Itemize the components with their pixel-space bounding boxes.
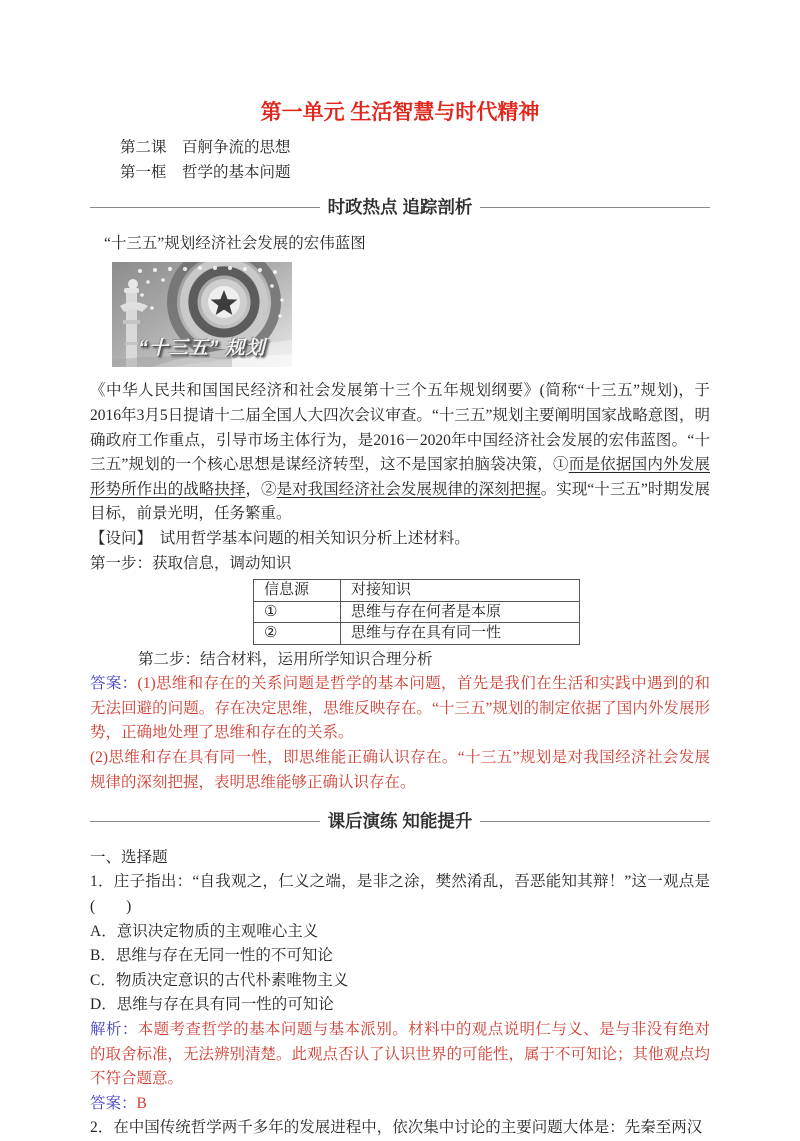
section-header-text: 时政热点 追踪剖析 xyxy=(327,197,473,218)
answer-block-2: (2)思维和存在具有同一性，即思维能正确认识存在。“十三五”规划是对我国经济社会发展规律的深刻把握，表明思维能够正确认识存在。 xyxy=(90,749,710,791)
section-header-exercise xyxy=(90,809,710,834)
frame-subtitle: 第一框 哲学的基本问题 xyxy=(120,163,291,181)
paragraph-text: 《中华人民共和国国民经济和社会发展第十三个五年规划纲要》(简称“十三五”规划)，于2016年3月5日提请十二届全国人大四次会议审查。“十三五”规划主要阐明国家战略意图，明确政府工作重点，引导市场主体行为，是2016－2020年中国经济社会发展的宏伟蓝图。“十三五”规划的一个核心思想是谋经济转型，这不是国家拍脑袋决策，① xyxy=(90,382,710,474)
topic-title: “十三五”规划经济社会发展的宏伟蓝图 xyxy=(104,234,366,252)
table-cell: 思维与存在何者是本原 xyxy=(341,601,580,623)
option-c: C．物质决定意识的古代朴素唯物主义 xyxy=(90,971,349,989)
jiexi-block xyxy=(90,1018,710,1092)
shewen-label: 【设问】 xyxy=(90,529,145,547)
answer-line-q1 xyxy=(90,1092,710,1117)
news-photo xyxy=(112,262,292,367)
option-a: A．意识决定物质的主观唯心主义 xyxy=(90,922,319,940)
shewen-line xyxy=(90,527,710,552)
step2-line: 第二步：结合材料，运用所学知识合理分析 xyxy=(138,650,433,668)
header-rule-right xyxy=(480,821,710,822)
shewen-text: 试用哲学基本问题的相关知识分析上述材料。 xyxy=(159,529,470,547)
hot-topic-paragraph xyxy=(90,379,710,527)
table-header-source: 信息源 xyxy=(254,580,341,602)
image-caption: “十三五” 规划 xyxy=(138,337,266,359)
option-d: D．思维与存在具有同一性的可知论 xyxy=(90,996,334,1014)
table-row xyxy=(254,623,580,645)
answer-text: (1)思维和存在的关系问题是哲学的基本问题，首先是我们在生活和实践中遇到的和无法回避的问题。存在决定思维，思维反映存在。“十三五”规划的制定依据了国内外发展形势，正确地处理了思维和存在的关系。 xyxy=(90,675,710,742)
table-cell: 思维与存在具有同一性 xyxy=(341,623,580,645)
lesson-subtitle: 第二课 百舸争流的思想 xyxy=(120,139,291,156)
paragraph-text: ，② xyxy=(245,480,277,498)
answer-block-1 xyxy=(90,672,710,746)
step1-line: 第一步：获取信息，调动知识 xyxy=(90,554,292,572)
underlined-point-2: 是对我国经济社会发展规律的深刻把握 xyxy=(276,480,541,498)
answer-label: 答案： xyxy=(90,1094,137,1112)
table-cell: ② xyxy=(254,623,341,645)
header-rule-right xyxy=(480,207,710,208)
part-title: 一、选择题 xyxy=(90,848,168,866)
paragraph-text: 。实现“十三五”时期发展目标，前景光明，任务繁重。 xyxy=(90,480,710,523)
section-header-text: 课后演练 知能提升 xyxy=(327,811,473,832)
table-cell: ① xyxy=(254,601,341,623)
option-b: B．思维与存在无同一性的不可知论 xyxy=(90,947,333,965)
table-header-row xyxy=(254,580,580,602)
header-rule-left xyxy=(90,821,320,822)
question-2-stem: 2．在中国传统哲学两千多年的发展进程中，依次集中讨论的主要问题大体是：先秦至两汉 xyxy=(90,1119,703,1137)
answer-value: B xyxy=(136,1094,147,1112)
jiexi-text: 本题考查哲学的基本问题与基本派别。材料中的观点说明仁与义、是与非没有绝对的取舍标准，无法辨别清楚。此观点否认了认识世界的可能性，属于不可知论；其他观点均不符合题意。 xyxy=(90,1020,711,1088)
table-row xyxy=(254,601,580,623)
table-header-knowledge: 对接知识 xyxy=(341,580,580,602)
knowledge-table xyxy=(253,579,580,645)
document-page xyxy=(90,0,710,1141)
unit-title: 第一单元 生活智慧与时代精神 xyxy=(260,101,540,124)
header-rule-left xyxy=(90,207,320,208)
question-1-stem: 1．庄子指出：“自我观之，仁义之端，是非之涂，樊然淆乱，吾恶能知其辩！”这一观点是( ) xyxy=(90,873,710,915)
section-header-hot-topic xyxy=(90,195,710,220)
answer-label: 答案： xyxy=(90,675,138,693)
underlined-point-1: 而是依据国内外发展形势所作出的战略抉择 xyxy=(90,456,710,498)
jiexi-label: 解析： xyxy=(90,1020,138,1038)
